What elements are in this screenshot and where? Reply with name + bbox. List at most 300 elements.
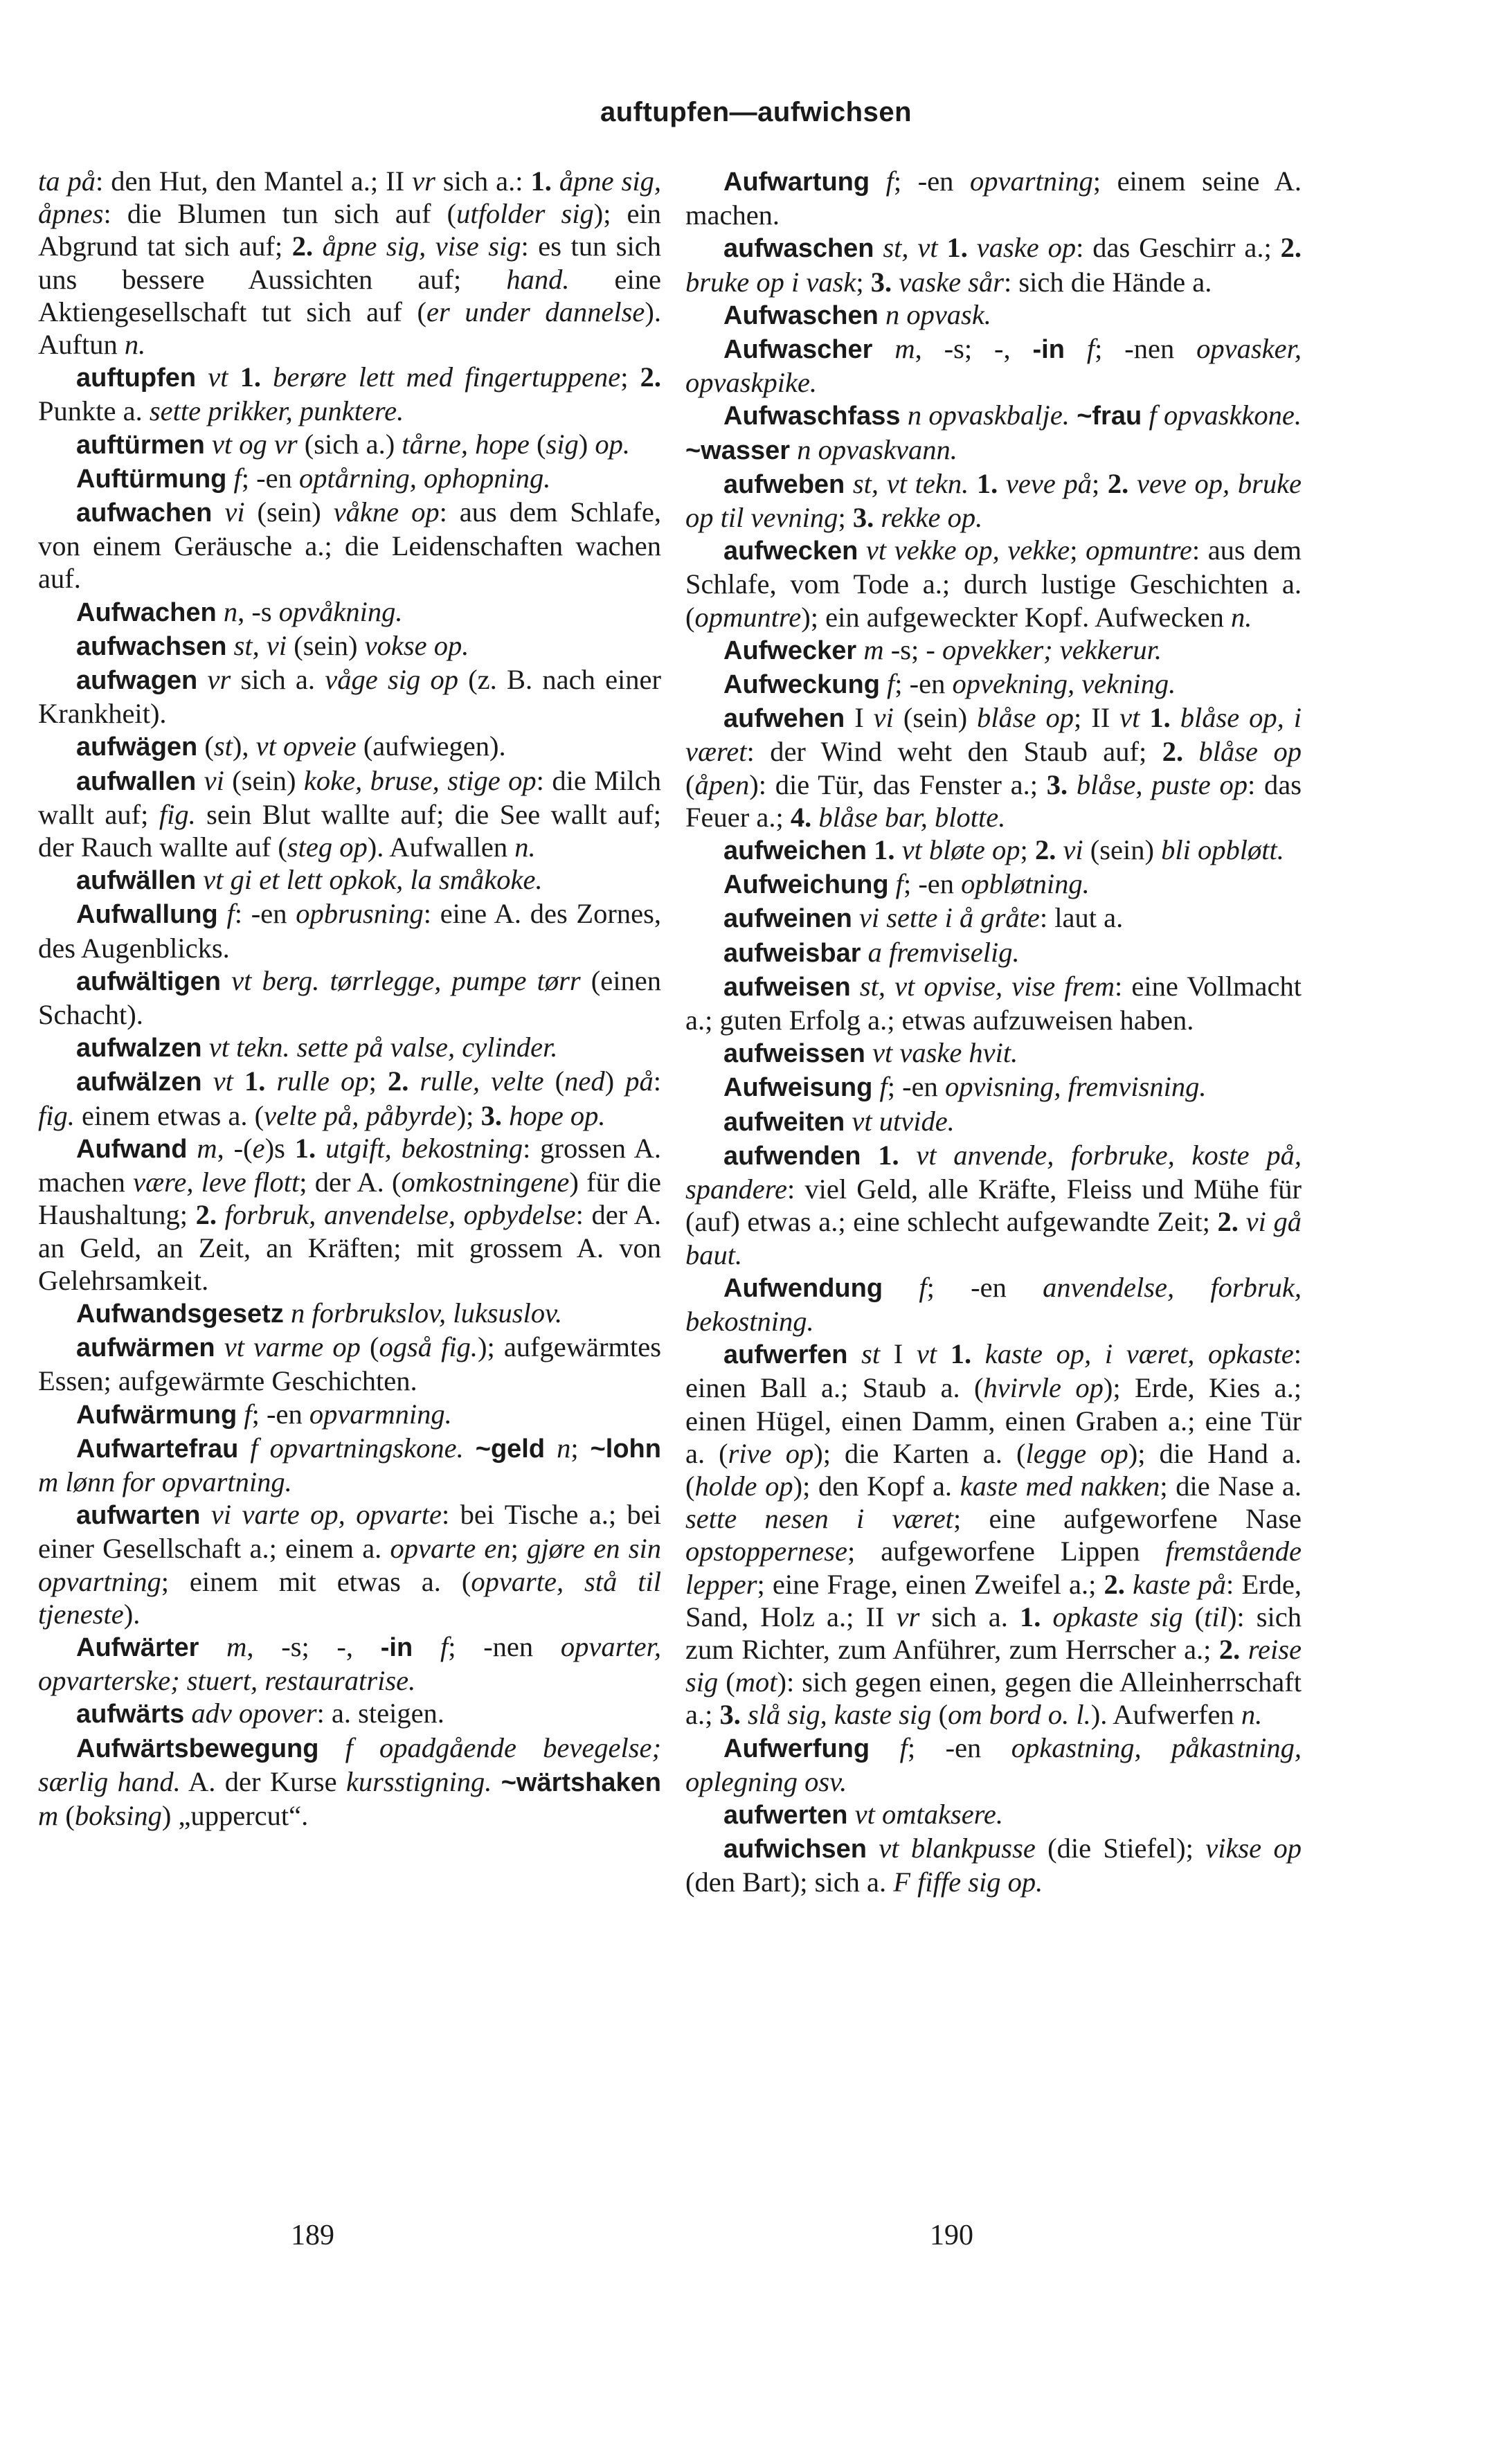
- headword: aufweichen: [723, 836, 867, 866]
- entry-text: omkostningene: [401, 1167, 570, 1198]
- entry-text: vt opveie: [255, 730, 357, 762]
- entry-text: vt: [208, 361, 228, 393]
- entry-text: : aus dem Schlafe, von einem Geräusche a.; die Leidenschaften wachen auf.: [38, 496, 661, 595]
- dictionary-entry: [38, 496, 661, 595]
- entry-text: [861, 937, 868, 968]
- entry-text: n.: [124, 329, 146, 361]
- entry-text: [237, 1398, 244, 1430]
- entry-text: ned: [564, 1065, 605, 1097]
- headword: aufwerfen: [723, 1340, 848, 1370]
- dictionary-entry: [685, 667, 1302, 701]
- entry-text: [938, 232, 947, 263]
- entry-text: 4.: [790, 801, 812, 833]
- dictionary-entry: [685, 936, 1302, 970]
- entry-text: [870, 1732, 900, 1763]
- entry-text: sein Blut wallte auf; die See wallt auf; der Rauch wallte auf (: [38, 798, 661, 863]
- entry-text: [1065, 333, 1087, 364]
- entry-text: : laut a.: [1039, 902, 1124, 934]
- entry-text: 3.: [852, 502, 874, 534]
- page-number-left: 189: [291, 2220, 334, 2251]
- headword: aufwälzen: [76, 1068, 202, 1097]
- headword: aufwenden: [723, 1141, 861, 1171]
- dictionary-entry: [38, 1398, 661, 1432]
- entry-text: 1.: [240, 361, 261, 393]
- entry-text: vt blankpusse: [879, 1833, 1036, 1864]
- entry-text: [883, 1272, 919, 1303]
- headword: ~geld: [475, 1434, 546, 1464]
- entry-text: [872, 1071, 879, 1102]
- entry-text: opvåkning.: [278, 595, 403, 627]
- entry-text: f: [440, 1630, 449, 1662]
- entry-text: [741, 1699, 748, 1730]
- entry-text: : a. steigen.: [316, 1698, 444, 1729]
- entry-text: , -(: [217, 1132, 253, 1164]
- headword: aufwachsen: [76, 631, 227, 661]
- headword: aufwägen: [76, 732, 198, 762]
- entry-text: vr: [412, 165, 435, 197]
- entry-text: 1.: [946, 232, 968, 264]
- entry-text: [1140, 702, 1149, 733]
- entry-text: opmuntre: [694, 601, 802, 633]
- dictionary-entry: [38, 1630, 661, 1697]
- dictionary-entry: [685, 1338, 1302, 1731]
- entry-text: ): [604, 1065, 626, 1097]
- entry-text: A. der Kurse: [180, 1765, 346, 1797]
- dictionary-entry: [38, 1432, 661, 1498]
- entry-text: åpen: [694, 768, 750, 800]
- entry-text: [1125, 1569, 1133, 1600]
- entry-text: blåse op, i været: [685, 702, 1302, 768]
- entry-text: n.: [1241, 1699, 1263, 1731]
- entry-text: [552, 165, 559, 197]
- entry-text: vt omtaksere.: [854, 1798, 1004, 1830]
- entry-text: : das Feuer a.;: [685, 768, 1302, 833]
- entry-text: [971, 1338, 985, 1369]
- entry-text: : das Geschirr a.;: [1076, 232, 1281, 264]
- entry-text: f: [885, 165, 894, 197]
- entry-text: op.: [595, 428, 630, 460]
- entry-text: også fig.: [379, 1331, 478, 1363]
- headword: Aufwärtsbewegung: [76, 1734, 319, 1763]
- dictionary-entry: [38, 462, 661, 496]
- entry-text: a fremviselig.: [867, 936, 1020, 968]
- entry-text: f: [244, 1398, 252, 1430]
- dictionary-entry: [685, 633, 1302, 667]
- entry-text: eine Aktiengesellschaft tut sich auf (: [38, 263, 661, 327]
- entry-text: [1070, 399, 1077, 431]
- headword: Aufwecker: [723, 636, 857, 665]
- entry-text: vaske op: [976, 232, 1077, 264]
- entry-text: ); Erde, Kies a.; einen Hügel, einen Damm, einen Graben a.; eine Tür a. (: [685, 1372, 1302, 1469]
- headword: aufwalzen: [76, 1034, 202, 1063]
- entry-text: kaste op, i været, opkaste: [984, 1338, 1294, 1370]
- headword: aufwichsen: [723, 1835, 867, 1864]
- headword: ~frau: [1077, 402, 1142, 431]
- entry-text: , -s; -,: [915, 333, 1033, 365]
- entry-text: vt vekke op, vekke: [865, 534, 1070, 566]
- entry-text: vokse op.: [364, 629, 469, 661]
- entry-text: ) für die Haushaltung;: [38, 1167, 661, 1231]
- dictionary-entry: [685, 298, 1302, 332]
- entry-text: [1183, 736, 1198, 767]
- entry-text: ): die Tür, das Fenster a.;: [749, 768, 1047, 800]
- entry-text: ; -en: [887, 1071, 945, 1103]
- entry-text: ). Aufwallen: [367, 831, 515, 863]
- headword: Aufwallung: [76, 900, 218, 930]
- page-number-right: 190: [930, 2220, 973, 2251]
- entry-text: veve op, bruke op til vevning: [685, 467, 1302, 534]
- entry-text: [845, 468, 853, 499]
- entry-text: [852, 902, 859, 933]
- headword: aufweinen: [723, 904, 852, 934]
- entry-text: [199, 1631, 226, 1662]
- entry-text: [200, 1499, 210, 1530]
- entry-text: opvekning, vekning.: [952, 668, 1176, 700]
- entry-text: st, vt opvise, vise frem: [859, 970, 1115, 1002]
- entry-text: [215, 1331, 224, 1362]
- entry-text: opstoppernese: [685, 1536, 847, 1567]
- entry-text: [228, 361, 240, 393]
- entry-text: (: [685, 768, 695, 800]
- entry-text: våkne op: [333, 496, 440, 528]
- dictionary-entry: [685, 1105, 1302, 1139]
- headword: aufwällen: [76, 866, 197, 896]
- headword: auftupfen: [76, 363, 197, 393]
- entry-text: ;: [856, 266, 871, 298]
- entry-text: ;: [570, 1432, 591, 1464]
- entry-text: n: [223, 595, 238, 627]
- entry-text: e: [252, 1132, 265, 1164]
- entry-text: 3.: [719, 1699, 741, 1731]
- entry-text: ); die Hand a. (: [685, 1437, 1302, 1502]
- entry-text: vi: [873, 702, 894, 734]
- entry-text: vt: [916, 1338, 937, 1370]
- entry-text: : den Hut, den Mantel a.; II: [96, 165, 413, 197]
- entry-text: n.: [514, 831, 536, 863]
- entry-text: : die Blumen tun sich auf (: [103, 198, 457, 230]
- entry-text: [894, 834, 901, 865]
- entry-text: ),: [232, 730, 256, 762]
- entry-text: fig.: [38, 1099, 75, 1131]
- entry-text: til: [1204, 1601, 1227, 1632]
- entry-text: 2.: [1162, 736, 1184, 768]
- entry-text: (sein): [224, 764, 304, 796]
- entry-text: ta på: [38, 165, 96, 197]
- entry-text: [205, 429, 212, 460]
- dictionary-entry: [38, 897, 661, 964]
- headword: ~wärtshaken: [501, 1767, 662, 1797]
- entry-text: opvarte en: [390, 1533, 511, 1565]
- entry-text: [867, 834, 874, 865]
- entry-text: n.: [1230, 601, 1252, 633]
- entry-text: m: [197, 1132, 217, 1164]
- dictionary-entry: [38, 1065, 661, 1131]
- entry-text: berøre lett med fingertuppene: [273, 361, 621, 393]
- entry-text: [221, 965, 231, 996]
- dictionary-entry: [38, 595, 661, 629]
- entry-text: anvendelse, forbruk, bekostning.: [685, 1271, 1302, 1337]
- entry-text: [847, 1338, 861, 1369]
- headword: aufwallen: [76, 766, 197, 796]
- entry-text: f: [919, 1271, 927, 1303]
- entry-text: Punkte a.: [38, 395, 150, 427]
- dictionary-entry: [38, 764, 661, 864]
- entry-text: [196, 361, 208, 393]
- headword: aufwaschen: [723, 234, 874, 264]
- headword: aufweisbar: [723, 938, 861, 968]
- entry-text: [545, 1432, 557, 1464]
- headword: aufweben: [723, 469, 845, 499]
- entry-text: åpne sig, vise sig: [322, 231, 521, 262]
- entry-text: [1056, 834, 1063, 865]
- entry-text: ; II: [1074, 702, 1120, 734]
- entry-text: [316, 1133, 325, 1164]
- entry-text: vt vaske hvit.: [872, 1037, 1018, 1069]
- headword: Aufwärter: [76, 1632, 199, 1662]
- entry-text: n opvask.: [885, 298, 991, 330]
- entry-text: veve på: [1005, 467, 1092, 499]
- entry-text: : bei Tische a.; bei einer Gesellschaft a.; einem a.: [38, 1499, 661, 1565]
- headword: aufwagen: [76, 666, 198, 696]
- dictionary-entry: [685, 1070, 1302, 1104]
- entry-text: om bord o. l.: [948, 1699, 1091, 1731]
- dictionary-entry: [38, 1331, 661, 1397]
- entry-text: 1.: [244, 1065, 266, 1097]
- headword: aufwärmen: [76, 1333, 215, 1363]
- headword: Aufweisung: [723, 1073, 873, 1103]
- entry-text: f: [887, 668, 895, 700]
- entry-text: [874, 232, 883, 263]
- entry-text: : eine A. des Zornes, des Augenblicks.: [38, 898, 662, 964]
- entry-text: kaste med nakken: [960, 1470, 1160, 1502]
- entry-text: f: [233, 462, 242, 494]
- dictionary-entry: [685, 467, 1302, 534]
- entry-text: [196, 864, 203, 895]
- entry-text: blåse op: [977, 702, 1074, 734]
- headword: aufwecken: [723, 537, 858, 566]
- entry-text: ; -nen: [1095, 333, 1197, 365]
- entry-text: (sein): [287, 629, 365, 661]
- entry-text: vi: [1063, 834, 1083, 866]
- entry-text: I: [880, 1338, 917, 1370]
- entry-text: [847, 1799, 854, 1830]
- entry-text: vi: [224, 496, 245, 528]
- headword: Aufwaschen: [723, 300, 879, 330]
- entry-text: [408, 1065, 420, 1097]
- entry-text: rekke op.: [881, 502, 983, 534]
- entry-text: : viel Geld, alle Kräfte, Fleiss und Mühe für (auf) etwas a.; eine schlecht aufgewandte Zeit;: [685, 1173, 1302, 1238]
- entry-text: [217, 1199, 225, 1230]
- entry-text: [870, 165, 886, 197]
- entry-text: -s; -: [883, 633, 942, 665]
- entry-text: optårning, ophopning.: [299, 462, 551, 494]
- entry-text: opvartning: [970, 165, 1093, 197]
- dictionary-entry: [38, 1697, 661, 1731]
- entry-text: forbruk, anvendelse, opbydelse: [224, 1199, 576, 1231]
- entry-text: st, vi: [233, 629, 287, 661]
- entry-text: [238, 1432, 250, 1464]
- entry-text: [856, 634, 863, 665]
- headword: -in: [1032, 335, 1065, 365]
- left-column: [38, 165, 661, 1832]
- entry-text: [1239, 1206, 1246, 1237]
- entry-text: [879, 299, 885, 330]
- entry-text: 1.: [294, 1132, 316, 1164]
- entry-text: sig: [546, 428, 579, 460]
- entry-text: vi varte op, opvarte: [210, 1499, 442, 1531]
- entry-text: (: [197, 730, 214, 762]
- entry-text: sich a.: [919, 1601, 1020, 1632]
- dictionary-entry: [38, 663, 661, 730]
- entry-text: m: [863, 633, 884, 665]
- entry-text: [261, 361, 273, 393]
- entry-text: [1142, 399, 1149, 431]
- entry-text: [867, 1833, 879, 1864]
- dictionary-entry: [38, 1031, 661, 1065]
- entry-text: vt og vr: [211, 428, 298, 460]
- entry-text: vi gå baut.: [685, 1206, 1302, 1270]
- headword: Auftürmung: [76, 464, 227, 494]
- entry-text: ; -nen: [448, 1630, 561, 1662]
- entry-text: m: [226, 1630, 247, 1662]
- entry-text: våge sig op: [325, 664, 458, 696]
- headword: auftürmen: [76, 430, 205, 460]
- entry-text: boksing: [74, 1799, 162, 1831]
- entry-text: opvarter, opvarterske; stuert, restauratrise.: [38, 1630, 662, 1697]
- entry-text: opkastning, påkastning, oplegning osv.: [685, 1731, 1302, 1797]
- entry-text: [1171, 702, 1180, 733]
- dictionary-entry: [38, 361, 661, 427]
- entry-text: [227, 630, 234, 661]
- entry-text: st, vt: [883, 232, 938, 264]
- entry-text: opbrusning: [296, 898, 424, 930]
- entry-text: mot: [735, 1666, 777, 1698]
- entry-text: [492, 1766, 501, 1797]
- entry-text: 2.: [1218, 1633, 1241, 1665]
- entry-text: (aufwiegen).: [356, 730, 506, 762]
- entry-text: ;: [1020, 834, 1035, 866]
- entry-text: , -s; -,: [246, 1630, 381, 1662]
- entry-text: 1.: [976, 467, 998, 499]
- entry-text: gjøre en sin opvartning: [38, 1533, 661, 1597]
- entry-text: sich a.: [231, 664, 325, 696]
- entry-text: vt tekn. sette på valse, cylinder.: [208, 1032, 558, 1063]
- entry-text: [861, 1140, 878, 1171]
- dictionary-entry: [685, 534, 1302, 633]
- dictionary-entry: [685, 834, 1302, 867]
- entry-text: vi sette i å gråte: [858, 902, 1040, 934]
- entry-text: m lønn for opvartning.: [38, 1466, 292, 1497]
- entry-text: (: [529, 428, 546, 460]
- headword: Aufwerfung: [723, 1734, 870, 1763]
- headword: aufwachen: [76, 498, 213, 528]
- entry-text: 2.: [1104, 1568, 1125, 1600]
- headword: Aufwandsgesetz: [76, 1299, 284, 1329]
- entry-text: vt bløte op: [901, 834, 1020, 866]
- entry-text: fremstående lepper: [685, 1536, 1302, 1600]
- entry-text: einem etwas a. (: [74, 1099, 264, 1131]
- entry-text: [998, 468, 1006, 499]
- entry-text: hvirvle op: [983, 1372, 1104, 1404]
- entry-text: [892, 267, 899, 298]
- right-column: [685, 165, 1302, 1899]
- entry-text: [464, 1432, 476, 1464]
- entry-text: [313, 231, 323, 262]
- entry-text: [226, 462, 233, 494]
- entry-text: 2.: [1034, 834, 1056, 866]
- entry-text: ): [578, 428, 595, 460]
- entry-text: [217, 596, 224, 627]
- entry-text: (: [543, 1065, 565, 1097]
- entry-text: sette nesen i været: [685, 1503, 953, 1535]
- headword: aufwältigen: [76, 966, 222, 996]
- entry-text: (die Stiefel);: [1035, 1833, 1206, 1864]
- entry-text: vi: [204, 764, 224, 796]
- entry-text: ;: [368, 1065, 388, 1097]
- entry-text: vt: [213, 1065, 233, 1097]
- entry-text: koke, bruse, stige op: [303, 764, 537, 796]
- entry-text: : der A. an Geld, an Zeit, an Kräften; mit grossem A. von Gelehrsamkeit.: [38, 1199, 661, 1296]
- entry-text: f opvartningskone.: [250, 1432, 464, 1464]
- entry-text: opbløtning.: [961, 868, 1090, 900]
- entry-text: f: [899, 1731, 908, 1763]
- dictionary-entry: [685, 701, 1302, 834]
- entry-text: f: [226, 898, 235, 930]
- entry-text: : sich die Hände a.: [1004, 266, 1212, 298]
- entry-text: ; aufgeworfene Lippen: [847, 1536, 1166, 1567]
- entry-text: ; eine aufgeworfene Nase: [953, 1503, 1302, 1535]
- entry-text: vr: [896, 1601, 920, 1632]
- entry-text: ). Auftun: [38, 296, 661, 361]
- entry-text: [865, 1037, 872, 1068]
- entry-text: ; -en: [926, 1271, 1043, 1303]
- entry-text: )s: [264, 1132, 295, 1164]
- entry-text: 2.: [1107, 467, 1129, 499]
- entry-text: reise sig: [685, 1633, 1302, 1698]
- entry-text: opvasker, opvaskpike.: [685, 333, 1302, 399]
- entry-text: [184, 1698, 191, 1729]
- dictionary-entry: [685, 1798, 1302, 1832]
- headword: aufweisen: [723, 972, 851, 1002]
- entry-text: ;: [1070, 534, 1086, 566]
- entry-text: 3.: [480, 1099, 502, 1131]
- entry-text: kaste på: [1133, 1568, 1226, 1600]
- dictionary-entry: [685, 970, 1302, 1036]
- entry-text: [1041, 1601, 1052, 1632]
- entry-text: vt utvide.: [852, 1105, 955, 1137]
- dictionary-entry: [685, 165, 1302, 231]
- entry-text: sette prikker, punktere.: [149, 395, 404, 427]
- entry-text: [202, 1065, 213, 1097]
- dictionary-entry: [38, 1498, 661, 1630]
- entry-text: [874, 502, 881, 533]
- dictionary-entry: [685, 332, 1302, 399]
- entry-text: n forbrukslov, luksuslov.: [290, 1297, 563, 1329]
- entry-text: velte på, påbyrde: [264, 1099, 457, 1131]
- entry-text: rulle op: [276, 1065, 369, 1097]
- entry-text: (sein): [244, 496, 334, 528]
- entry-text: ): sich gegen einen, gegen die Alleinherrschaft a.;: [685, 1666, 1302, 1731]
- entry-text: n opvaskvann.: [797, 433, 957, 465]
- entry-text: 1.: [950, 1338, 972, 1370]
- entry-text: [937, 1338, 951, 1369]
- entry-text: ) „uppercut“.: [161, 1799, 309, 1831]
- dictionary-entry: [685, 1832, 1302, 1898]
- entry-text: st, vt tekn.: [852, 467, 969, 499]
- entry-text: st: [861, 1338, 881, 1370]
- headword: Aufwascher: [723, 335, 873, 365]
- headword: aufwehen: [723, 704, 845, 734]
